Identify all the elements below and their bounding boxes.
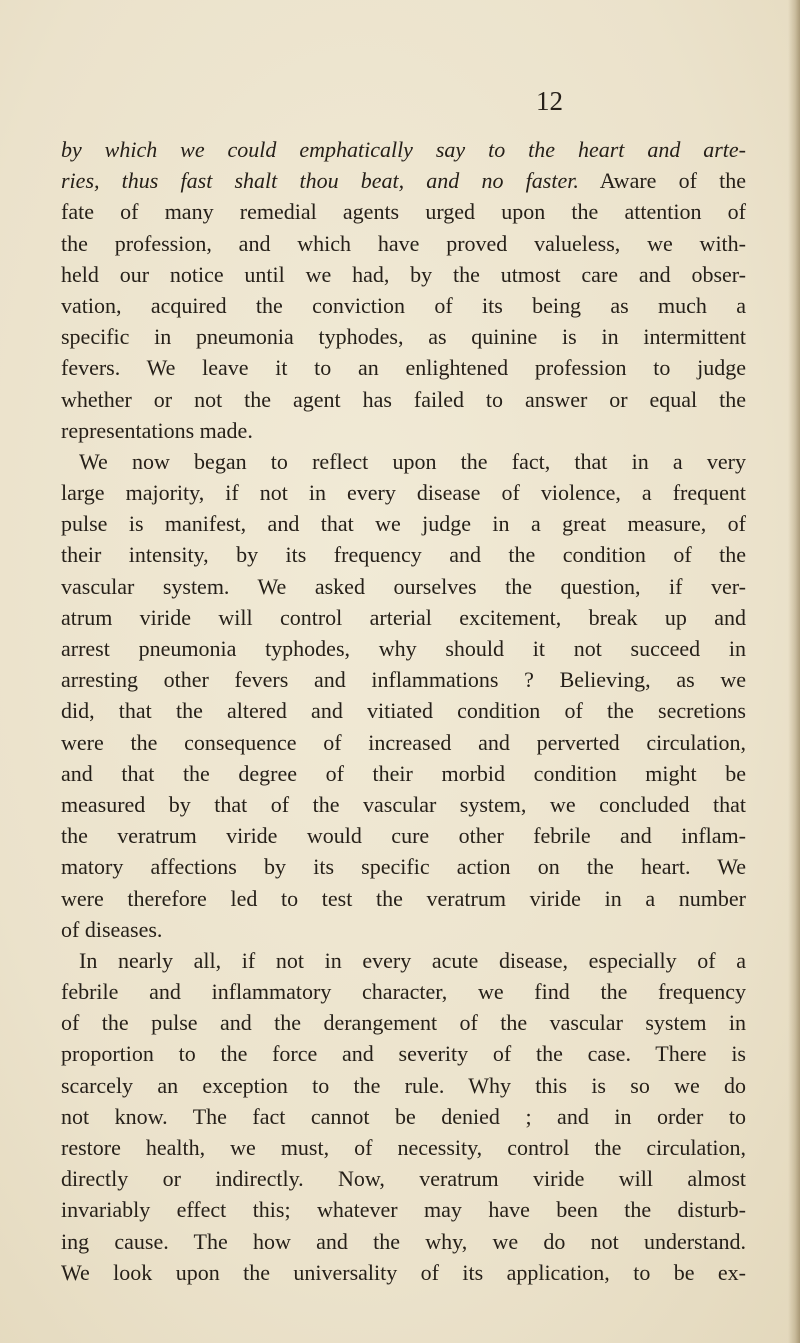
text-line — [61, 602, 746, 633]
text-line — [61, 539, 746, 570]
text-line-content — [61, 851, 746, 882]
text-line — [61, 945, 746, 976]
text-line — [61, 695, 746, 726]
text-line-content — [61, 228, 746, 259]
text-line-content — [61, 290, 746, 321]
text-segment: not know. The fact cannot be denied ; and in order to — [61, 1103, 746, 1129]
text-line — [61, 727, 746, 758]
text-line-content — [61, 602, 746, 633]
text-line — [61, 883, 746, 914]
text-line-content — [61, 727, 746, 758]
text-line-content — [61, 571, 746, 602]
text-line-content — [61, 134, 746, 165]
text-line-content — [61, 1038, 746, 1069]
text-segment: We now began to reflect upon the fact, that in a very — [79, 448, 746, 474]
text-line — [61, 1194, 746, 1225]
text-segment: febrile and inflammatory character, we find the frequency — [61, 979, 746, 1005]
text-line — [61, 914, 746, 945]
text-segment: large majority, if not in every disease of violence, a frequent — [61, 480, 746, 506]
text-segment: In nearly all, if not in every acute disease, especially of a — [79, 947, 746, 973]
text-segment: specific in pneumonia typhodes, as quinine is in intermittent — [61, 324, 746, 350]
text-segment: were the consequence of increased and perverted circulation, — [61, 729, 746, 755]
text-line — [61, 508, 746, 539]
text-segment: atrum viride will control arterial excitement, break up and — [61, 604, 746, 630]
text-segment: vascular system. We asked ourselves the question, if ver- — [61, 573, 746, 599]
text-line-content — [61, 352, 746, 383]
text-line-content — [61, 446, 746, 477]
text-segment: measured by that of the vascular system, we concluded that — [61, 791, 746, 817]
text-line — [61, 633, 746, 664]
text-line — [61, 1257, 746, 1288]
text-segment: held our notice until we had, by the utmost care and obser- — [61, 261, 746, 287]
page-edge-shadow — [788, 0, 800, 1343]
text-line — [61, 134, 746, 165]
text-line-content — [61, 1194, 746, 1225]
text-line — [61, 851, 746, 882]
text-line — [61, 290, 746, 321]
text-line-content — [61, 539, 746, 570]
text-line-content — [61, 1007, 746, 1038]
text-line — [61, 758, 746, 789]
text-segment: pulse is manifest, and that we judge in a great measure, of — [61, 511, 746, 537]
text-line — [61, 1226, 746, 1257]
text-line-content — [61, 695, 746, 726]
text-line-content — [61, 165, 746, 196]
text-segment: directly or indirectly. Now, veratrum viride will almost — [61, 1166, 746, 1192]
text-segment: whether or not the agent has failed to answer or equal the — [61, 386, 746, 412]
italic-text-segment: by which we could emphatically say to the heart and arte- — [61, 137, 746, 162]
text-line — [61, 571, 746, 602]
text-line-content — [61, 789, 746, 820]
text-line-content — [61, 883, 746, 914]
text-line-content — [61, 321, 746, 352]
text-line-content — [61, 758, 746, 789]
text-segment: the profession, and which have proved valueless, we with- — [61, 230, 746, 256]
text-segment: their intensity, by its frequency and the condition of the — [61, 542, 746, 568]
text-segment: matory affections by its specific action on the heart. We — [61, 854, 746, 880]
text-line — [61, 415, 746, 446]
text-line — [61, 820, 746, 851]
text-segment: invariably effect this; whatever may have been the disturb- — [61, 1197, 746, 1223]
text-line — [61, 384, 746, 415]
text-line-content — [61, 633, 746, 664]
text-line-content — [61, 820, 746, 851]
text-segment: Aware of the — [578, 168, 746, 194]
text-line — [61, 228, 746, 259]
text-segment: arresting other fevers and inflammations ? Believing, as we — [61, 667, 746, 693]
text-line-content — [61, 976, 746, 1007]
text-segment: and that the degree of their morbid condition might be — [61, 760, 746, 786]
text-segment: proportion to the force and severity of the case. There is — [61, 1041, 746, 1067]
text-line — [61, 1163, 746, 1194]
page-number: 12 — [536, 86, 563, 116]
text-line — [61, 446, 746, 477]
text-line-content — [61, 259, 746, 290]
text-line-content — [61, 1101, 746, 1132]
text-segment: were therefore led to test the veratrum viride in a number — [61, 885, 746, 911]
text-segment: fevers. We leave it to an enlightened profession to judge — [61, 355, 746, 381]
text-line-content — [61, 914, 746, 945]
text-segment: the veratrum viride would cure other febrile and inflam- — [61, 823, 746, 849]
text-line — [61, 352, 746, 383]
text-segment: of the pulse and the derangement of the vascular system in — [61, 1010, 746, 1036]
text-line — [61, 259, 746, 290]
text-line — [61, 321, 746, 352]
text-line — [61, 1038, 746, 1069]
text-line — [61, 1070, 746, 1101]
body-text — [61, 134, 746, 1288]
text-segment: did, that the altered and vitiated condition of the secretions — [61, 698, 746, 724]
text-line — [61, 664, 746, 695]
text-segment: restore health, we must, of necessity, control the circulation, — [61, 1135, 746, 1160]
text-line — [61, 477, 746, 508]
text-line — [61, 1132, 746, 1163]
text-line — [61, 789, 746, 820]
text-line-content — [61, 196, 746, 227]
text-line-content — [61, 415, 746, 446]
text-segment: ing cause. The how and the why, we do not understand. — [61, 1228, 746, 1254]
text-line-content — [61, 945, 746, 976]
text-line-content — [61, 1226, 746, 1257]
text-line-content — [61, 1070, 746, 1101]
text-line — [61, 165, 746, 196]
text-line — [61, 196, 746, 227]
text-segment: of diseases. — [61, 916, 163, 942]
text-segment: fate of many remedial agents urged upon the attention of — [61, 199, 746, 225]
text-segment: representations made. — [61, 417, 253, 443]
text-line — [61, 1101, 746, 1132]
text-line-content — [61, 477, 746, 508]
text-segment: We look upon the universality of its application, to be ex- — [61, 1259, 746, 1285]
text-line — [61, 1007, 746, 1038]
text-line-content — [61, 508, 746, 539]
text-line-content — [61, 1132, 746, 1163]
text-segment: arrest pneumonia typhodes, why should it not succeed in — [61, 636, 746, 661]
text-segment: vation, acquired the conviction of its being as much a — [61, 292, 746, 318]
text-line — [61, 976, 746, 1007]
text-line-content — [61, 1257, 746, 1288]
italic-text-segment: ries, thus fast shalt thou beat, and no faster. — [61, 168, 579, 194]
text-segment: scarcely an exception to the rule. Why this is so we do — [61, 1072, 746, 1098]
text-line-content — [61, 384, 746, 415]
text-line-content — [61, 664, 746, 695]
text-line-content — [61, 1163, 746, 1194]
